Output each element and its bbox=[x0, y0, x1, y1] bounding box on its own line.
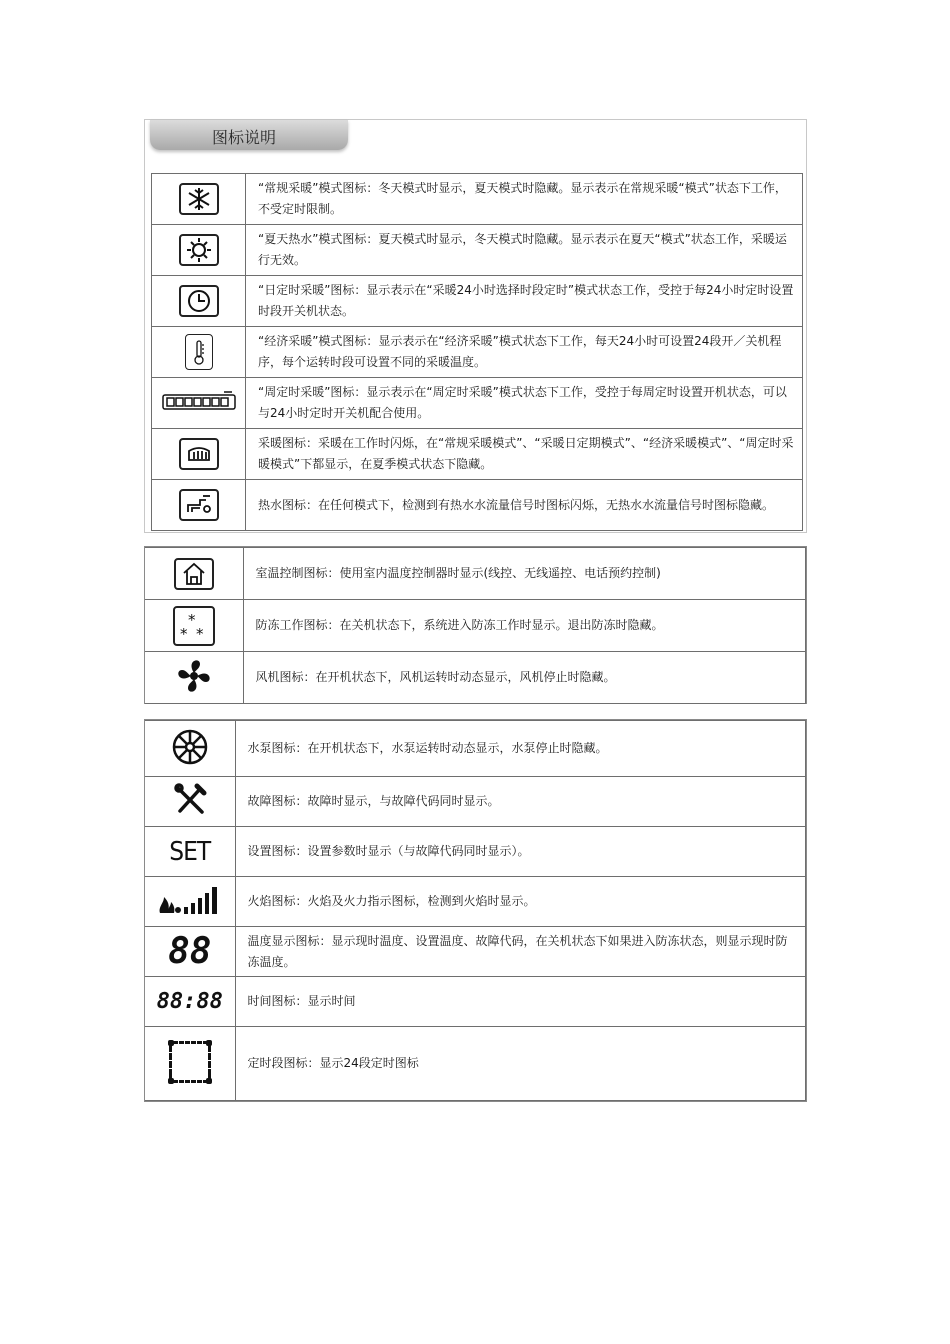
icon-cell bbox=[145, 877, 235, 927]
section-title: 图标说明 bbox=[212, 128, 277, 147]
table-row bbox=[145, 827, 806, 877]
svg-text:*: * bbox=[195, 624, 204, 643]
icon-cell bbox=[145, 977, 235, 1027]
hot-water-tap-icon bbox=[179, 489, 219, 521]
table-row bbox=[152, 480, 803, 531]
clock-icon bbox=[179, 285, 219, 317]
icon-description: 故障图标：故障时显示，与故障代码同时显示。 bbox=[235, 777, 806, 827]
svg-text:*: * bbox=[187, 610, 196, 629]
icon-cell bbox=[145, 777, 235, 827]
radiator-icon bbox=[179, 438, 219, 470]
icon-cell bbox=[145, 548, 243, 600]
icon-description: 采暖图标：采暖在工作时闪烁，在“常规采暖模式”、“采暖日定期模式”、“经济采暖模式”、“周定时采暖模式”下都显示，在夏季模式状态下隐藏。 bbox=[246, 429, 803, 480]
thermometer-icon bbox=[185, 334, 213, 370]
flame-level-icon bbox=[156, 883, 224, 921]
table-row bbox=[152, 276, 803, 327]
table-row bbox=[145, 1027, 806, 1101]
temperature-digits-icon: 88 bbox=[168, 931, 212, 972]
icon-description: 温度显示图标：显示现时温度、设置温度、故障代码，在关机状态下如果进入防冻状态，则显示现时防冻温度。 bbox=[235, 927, 806, 977]
icon-table-1 bbox=[151, 173, 803, 531]
icon-description: 时间图标：显示时间 bbox=[235, 977, 806, 1027]
icon-cell bbox=[152, 327, 246, 378]
table-row bbox=[145, 652, 806, 704]
week-days-icon bbox=[162, 390, 236, 416]
icon-description: 热水图标：在任何模式下，检测到有热水水流量信号时图标闪烁，无热水水流量信号时图标隐藏。 bbox=[246, 480, 803, 531]
icon-cell bbox=[145, 600, 243, 652]
icon-legend-panel-3 bbox=[144, 719, 807, 1102]
icon-cell bbox=[152, 429, 246, 480]
table-row bbox=[145, 548, 806, 600]
pump-icon bbox=[170, 727, 210, 771]
table-row bbox=[145, 877, 806, 927]
icon-description: 设置图标：设置参数时显示（与故障代码同时显示）。 bbox=[235, 827, 806, 877]
icon-description: “夏天热水”模式图标：夏天模式时显示，冬天模式时隐藏。显示表示在夏天“模式”状态工作，采暖运行无效。 bbox=[246, 225, 803, 276]
icon-cell bbox=[145, 652, 243, 704]
table-row bbox=[152, 327, 803, 378]
icon-cell bbox=[145, 927, 235, 977]
table-row bbox=[152, 174, 803, 225]
icon-cell bbox=[145, 827, 235, 877]
set-icon: SET bbox=[169, 836, 211, 867]
table-row bbox=[152, 378, 803, 429]
icon-cell bbox=[152, 225, 246, 276]
icon-description: 火焰图标：火焰及火力指示图标，检测到火焰时显示。 bbox=[235, 877, 806, 927]
icon-description: “常规采暖”模式图标：冬天模式时显示，夏天模式时隐藏。显示表示在常规采暖“模式”状态下工作，不受定时限制。 bbox=[246, 174, 803, 225]
fan-icon bbox=[174, 656, 214, 700]
snowflake-icon bbox=[179, 183, 219, 215]
icon-description: 风机图标：在开机状态下，风机运转时动态显示，风机停止时隐藏。 bbox=[243, 652, 806, 704]
table-row bbox=[152, 429, 803, 480]
table-row bbox=[152, 225, 803, 276]
icon-cell bbox=[152, 480, 246, 531]
wrench-screwdriver-icon bbox=[172, 782, 208, 822]
icon-cell bbox=[152, 378, 246, 429]
table-row bbox=[145, 600, 806, 652]
icon-table-3 bbox=[145, 720, 806, 1101]
icon-description: “周定时采暖”图标：显示表示在“周定时采暖”模式状态下工作，受控于每周定时设置开机状态，可以与24小时定时开关机配合使用。 bbox=[246, 378, 803, 429]
timer-segments-icon bbox=[166, 1038, 214, 1090]
icon-description: 定时段图标：显示24段定时图标 bbox=[235, 1027, 806, 1101]
icon-cell bbox=[152, 276, 246, 327]
icon-description: “经济采暖”模式图标：显示表示在“经济采暖”模式状态下工作，每天24小时可设置24段开／关机程序，每个运转时段可设置不同的采暖温度。 bbox=[246, 327, 803, 378]
icon-table-2 bbox=[145, 547, 806, 704]
icon-cell bbox=[145, 721, 235, 777]
icon-description: 防冻工作图标：在关机状态下，系统进入防冻工作时显示。退出防冻时隐藏。 bbox=[243, 600, 806, 652]
time-digits-icon: 88:88 bbox=[156, 989, 223, 1014]
icon-description: “日定时采暖”图标：显示表示在“采暖24小时选择时段定时”模式状态工作，受控于每24小时定时设置时段开关机状态。 bbox=[246, 276, 803, 327]
table-row bbox=[145, 721, 806, 777]
icon-cell bbox=[145, 1027, 235, 1101]
table-row bbox=[145, 977, 806, 1027]
icon-legend-panel-2 bbox=[144, 546, 807, 704]
icon-legend-panel-1 bbox=[144, 119, 807, 533]
svg-text:*: * bbox=[179, 624, 188, 643]
icon-description: 水泵图标：在开机状态下，水泵运转时动态显示，水泵停止时隐藏。 bbox=[235, 721, 806, 777]
house-icon bbox=[174, 558, 214, 590]
antifreeze-icon bbox=[173, 606, 215, 646]
sun-icon bbox=[179, 234, 219, 266]
icon-description: 室温控制图标：使用室内温度控制器时显示(线控、无线遥控、电话预约控制) bbox=[243, 548, 806, 600]
table-row bbox=[145, 777, 806, 827]
section-title-tab bbox=[150, 120, 348, 150]
table-row bbox=[145, 927, 806, 977]
icon-cell bbox=[152, 174, 246, 225]
